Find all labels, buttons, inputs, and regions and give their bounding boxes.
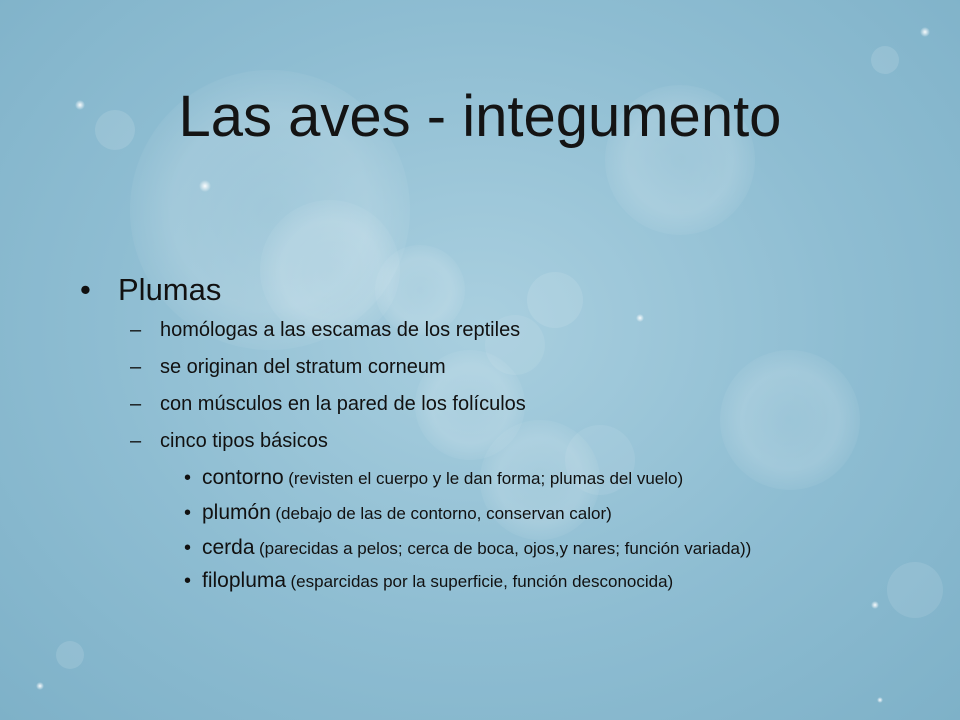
feather-type-description: (debajo de las de contorno, conservan calor) <box>275 504 612 523</box>
bullet-icon: • <box>184 570 192 592</box>
feather-type-description: (revisten el cuerpo y le dan forma; plumas del vuelo) <box>288 469 684 488</box>
slide-title: Las aves - integumento <box>178 84 782 149</box>
feather-type-term: contorno <box>202 466 284 489</box>
sub-bullet-item <box>80 392 920 416</box>
bullet-icon: • <box>184 502 192 524</box>
bullet-text: Plumas <box>118 272 222 307</box>
bullet-list <box>80 268 920 602</box>
sub-bullet-text: homólogas a las escamas de los reptiles <box>160 319 521 341</box>
bullet-icon: • <box>80 272 91 307</box>
feather-type-description: (parecidas a pelos; cerca de boca, ojos,y nares; función variada)) <box>258 539 752 558</box>
bullet-icon: • <box>184 467 192 489</box>
sub-bullet-item <box>80 429 920 453</box>
sub-bullet-item <box>80 355 920 379</box>
dash-icon: – <box>130 393 142 415</box>
feather-type-term: plumón <box>202 501 271 524</box>
feather-type-item <box>80 570 882 594</box>
feather-type-item <box>80 537 882 561</box>
sub-bullet-text: con músculos en la pared de los folículos <box>160 393 526 415</box>
feather-type-term: filopluma <box>202 569 287 592</box>
sub-bullet-item <box>80 318 920 342</box>
sub-bullet-text: cinco tipos básicos <box>160 430 328 452</box>
dash-icon: – <box>130 319 142 341</box>
dash-icon: – <box>130 430 142 452</box>
sub-bullet-text: se originan del stratum corneum <box>160 356 446 378</box>
bullet-item-plumas <box>80 268 920 312</box>
feather-type-item <box>80 467 882 491</box>
feather-type-description: (esparcidas por la superficie, función desconocida) <box>290 572 674 591</box>
feather-type-term: cerda <box>202 536 255 559</box>
dash-icon: – <box>130 356 142 378</box>
bullet-icon: • <box>184 537 192 559</box>
feather-type-item <box>80 502 882 526</box>
